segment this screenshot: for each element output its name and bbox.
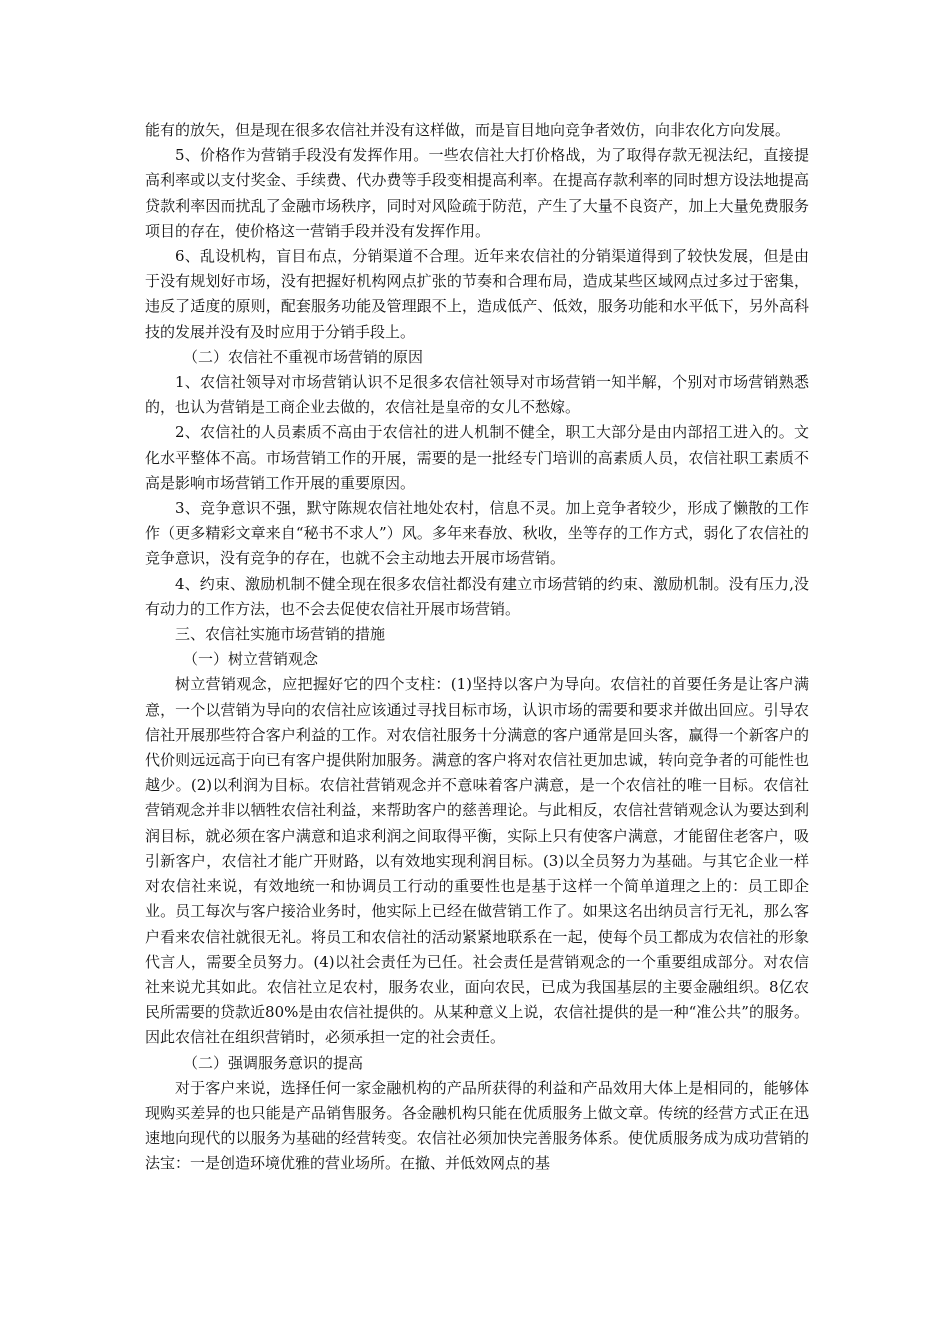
paragraph-service-quality: 对于客户来说，选择任何一家金融机构的产品所获得的利益和产品效用大体上是相同的，能够体现购买差异的也只能是产品销售服务。各金融机构只能在优质服务上做文章。传统的经营方式正在迅速地向现代的以服务为基础的经营转变。农信社必须加快完善服务体系。使优质服务成为成功营销的法宝：一是创造环境优雅的营业场所。在撤、并低效网点的基 [145,1078,809,1173]
paragraph-competition-awareness: 3、竞争意识不强，默守陈规农信社地处农村，信息不灵。加上竞争者较少，形成了懒散的工作作（更多精彩文章来自“秘书不求人”）风。多年来春放、秋收，坐等存的工作方式，弱化了农信社的竞争意识，没有竞争的存在，也就不会主动地去开展市场营销。 [145,499,809,568]
section-heading-marketing-concept: （一）树立营销观念 [183,650,319,669]
section-heading-reasons: （二）农信社不重视市场营销的原因 [183,347,424,366]
paragraph-four-pillars: 树立营销观念，应把握好它的四个支柱：(1)坚持以客户为导向。农信社的首要任务是让客户满意，一个以营销为导向的农信社应该通过寻找目标市场，认识市场的需要和要求并做出回应。引导农信社开展那些符合客户利益的工作。对农信社服务十分满意的客户通常是回头客，赢得一个新客户的代价则远远高于向已有客户提供附加服务。满意的客户将对农信社更加忠诚，转向竞争者的可能性也越少。(2)以利润为目标。农信社营销观念并不意味着客户满意，是一个农信社的唯一目标。农信社营销观念并非以牺牲农信社利益，来帮助客户的慈善理论。与此相反，农信社营销观念认为要达到利润目标，就必须在客户满意和追求利润之间取得平衡，实际上只有使客户满意，才能留住老客户，吸引新客户，农信社才能广开财路，以有效地实现利润目标。(3)以全员努力为基础。与其它企业一样对农信社来说，有效地统一和协调员工行动的重要性也是基于这样一个简单道理之上的：员工即企业。员工每次与客户接洽业务时，他实际上已经在做营销工作了。如果这名出纳员言行无礼，那么客户看来农信社就很无礼。将员工和农信社的活动紧紧地联系在一起，使每个员工都成为农信社的形象代言人，需要全员努力。(4)以社会责任为已任。社会责任是营销观念的一个重要组成部分。对农信社来说尤其如此。农信社立足农村，服务农业，面向农民，已成为我国基层的主要金融组织。8亿农民所需要的贷款近80%是由农信社提供的。从某种意义上说，农信社提供的是一种“准公共”的服务。因此农信社在组织营销时，必须承担一定的社会责任。 [145,675,809,1047]
paragraph-distribution-channels: 6、乱设机构，盲目布点，分销渠道不合理。近年来农信社的分销渠道得到了较快发展，但是由于没有规划好市场，没有把握好机构网点扩张的节奏和合理布局，造成某些区域网点过多过于密集，违反了适度的原则，配套服务功能及管理跟不上，造成低产、低效，服务功能和水平低下，另外高科技的发展并没有及时应用于分销手段上。 [145,247,809,341]
paragraph-continuation: 能有的放矢，但是现在很多农信社并没有这样做，而是盲目地向竞争者效仿，向非农化方向发展。 [145,121,791,139]
paragraph-price-strategy: 5、价格作为营销手段没有发挥作用。一些农信社大打价格战，为了取得存款无视法纪，直接提高利率或以支付奖金、手续费、代办费等手段变相提高利率。在提高存款利率的同时想方设法地提高贷款利率因而扰乱了金融市场秩序，同时对风险疏于防范，产生了大量不良资产，加上大量免费服务项目的存在，使价格这一营销手段并没有发挥作用。 [145,146,809,240]
paragraph-incentive-mechanism: 4、约束、激励机制不健全现在很多农信社都没有建立市场营销的约束、激励机制。没有压力,没有动力的工作方法，也不会去促使农信社开展市场营销。 [145,574,809,618]
paragraph-staff-quality: 2、农信社的人员素质不高由于农信社的进人机制不健全，职工大部分是由内部招工进入的。文化水平整体不高。市场营销工作的开展，需要的是一批经专门培训的高素质人员，农信社职工素质不高是影响市场营销工作开展的重要原因。 [145,423,809,492]
paragraph-leadership-awareness: 1、农信社领导对市场营销认识不足很多农信社领导对市场营销一知半解，个别对市场营销熟悉的，也认为营销是工商企业去做的，农信社是皇帝的女儿不愁嫁。 [145,373,809,417]
section-heading-measures: 三、农信社实施市场营销的措施 [175,625,386,644]
document-page [145,118,809,1177]
section-heading-service-awareness: （二）强调服务意识的提高 [183,1053,364,1072]
